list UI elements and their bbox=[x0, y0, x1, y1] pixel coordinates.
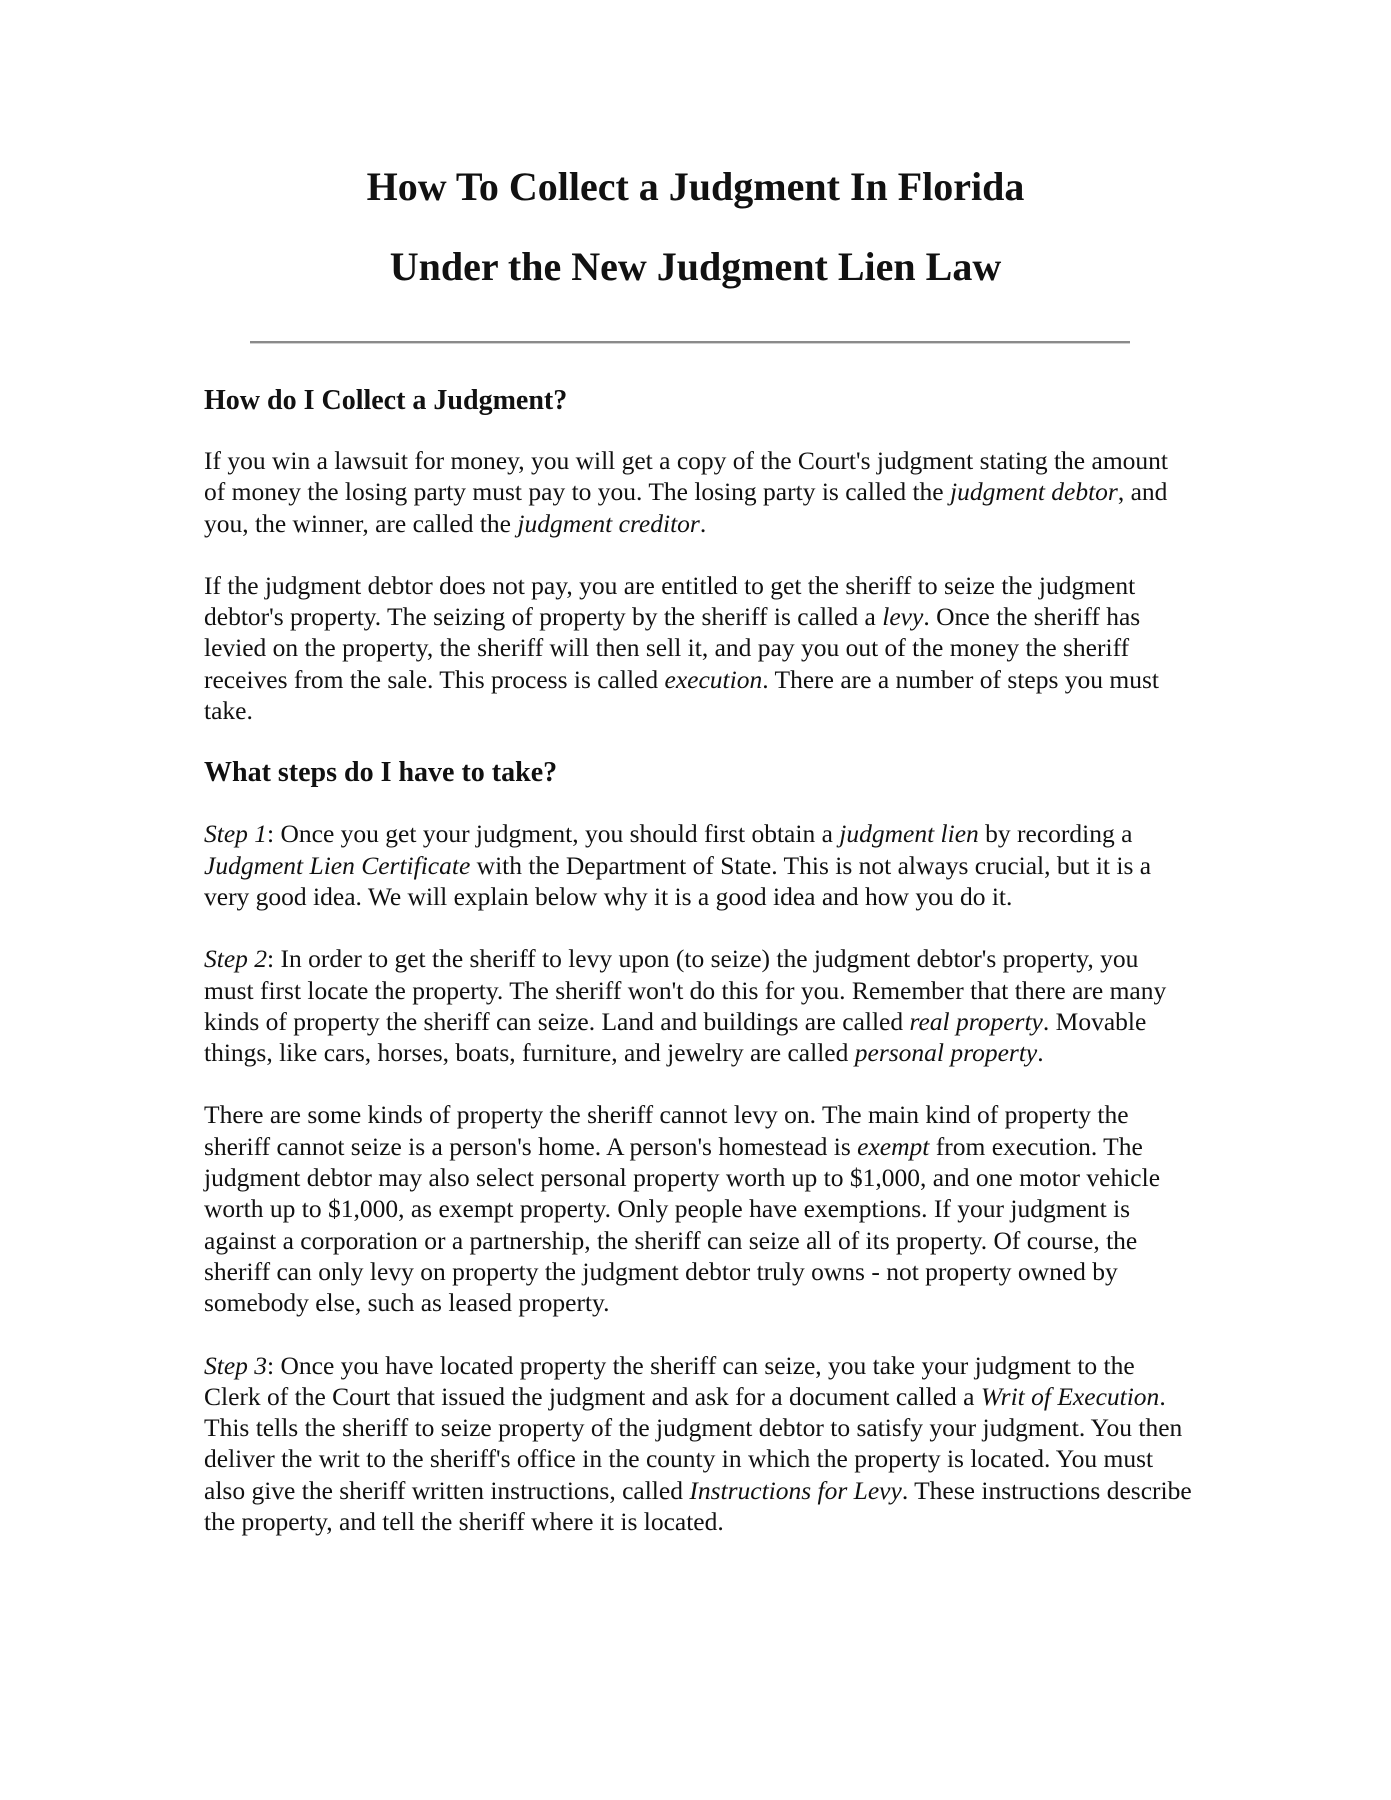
text-segment: . There are a number of steps you must take. bbox=[204, 664, 1159, 726]
text-segment: If you win a lawsuit for money, you will get a copy of the Court's judgment stating the amount of money the losing party must pay to you. The losing party is called the bbox=[204, 446, 1168, 507]
paragraph-intro bbox=[204, 445, 1194, 539]
paragraph-step-1 bbox=[204, 818, 1194, 912]
paragraph-step-3 bbox=[204, 1350, 1194, 1538]
term-judgment-debtor: judgment debtor bbox=[950, 477, 1118, 507]
text-segment: : In order to get the sheriff to levy upon (to seize) the judgment debtor's property, you must first locate the property. The sheriff won't do this for you. Remember that there are many kinds of property the sheriff can seize. Land and buildings are called bbox=[204, 944, 1167, 1036]
text-segment: . These instructions describe the property, and tell the sheriff where it is located. bbox=[204, 1475, 1192, 1537]
text-segment: There are some kinds of property the sheriff cannot levy on. The main kind of property the sheriff cannot seize is a person's home. A person's homestead is bbox=[204, 1100, 1129, 1161]
text-segment: . bbox=[1037, 1038, 1044, 1068]
term-judgment-lien: judgment lien bbox=[839, 819, 979, 849]
paragraph-step-2 bbox=[204, 943, 1194, 1068]
horizontal-divider bbox=[250, 341, 1130, 344]
term-judgment-lien-certificate: Judgment Lien Certificate bbox=[204, 850, 471, 880]
text-segment: : Once you have located property the sheriff can seize, you take your judgment to the Clerk of the Court that issued the judgment and ask for a document called a bbox=[204, 1350, 1135, 1411]
text-segment: If the judgment debtor does not pay, you are entitled to get the sheriff to seize the judgment debtor's property. The seizing of property by the sheriff is called a bbox=[204, 570, 1136, 632]
section-heading-steps: What steps do I have to take? bbox=[204, 757, 558, 789]
term-judgment-creditor: judgment creditor bbox=[517, 508, 700, 538]
step-label: Step 1 bbox=[204, 819, 268, 849]
text-segment: from execution. The judgment debtor may also select personal property worth up to $1,000, and one motor vehicle worth up to $1,000, as exempt property. Only people have exemptions. If your judgment is against a corporation or a partnership, the sheriff can seize all of its property. Of course, the sheriff can only levy on property the judgment debtor truly owns - not property owned by somebody else, such as leased property. bbox=[204, 1131, 1161, 1318]
term-execution: execution bbox=[664, 664, 763, 694]
text-segment: . bbox=[699, 508, 707, 538]
paragraph-levy bbox=[204, 570, 1194, 726]
text-segment: . Movable things, like cars, horses, boats, furniture, and jewelry are called bbox=[204, 1006, 1147, 1068]
paragraph-exemptions bbox=[204, 1099, 1194, 1318]
document-title: How To Collect a Judgment In Florida bbox=[366, 164, 1025, 209]
document-subtitle: Under the New Judgment Lien Law bbox=[389, 244, 1002, 289]
term-writ-of-execution: Writ of Execution bbox=[980, 1381, 1160, 1411]
term-levy: levy bbox=[882, 602, 924, 632]
text-segment: . This tells the sheriff to seize property of the judgment debtor to satisfy your judgment. You then deliver the writ to the sheriff's office in the county in which the property is located. You must also give the sheriff written instructions, called bbox=[204, 1381, 1183, 1505]
text-segment: . Once the sheriff has levied on the property, the sheriff will then sell it, and pay you out of the money the sheriff receives from the sale. This process is called bbox=[204, 602, 1141, 694]
section-heading-collect: How do I Collect a Judgment? bbox=[204, 385, 568, 416]
text-segment: with the Department of State. This is not always crucial, but it is a very good idea. We will explain below why it is a good idea and how you do it. bbox=[204, 850, 1152, 911]
term-personal-property: personal property bbox=[854, 1038, 1038, 1068]
term-instructions-for-levy: Instructions for Levy bbox=[689, 1475, 902, 1505]
text-segment: : Once you get your judgment, you should first obtain a bbox=[267, 819, 840, 849]
term-real-property: real property bbox=[909, 1006, 1043, 1036]
text-segment: , and you, the winner, are called the bbox=[204, 477, 1168, 538]
step-label: Step 3 bbox=[204, 1350, 268, 1380]
text-segment: by recording a bbox=[978, 819, 1133, 849]
step-label: Step 2 bbox=[204, 944, 268, 974]
term-exempt: exempt bbox=[857, 1131, 930, 1161]
document-body bbox=[204, 383, 1194, 1537]
